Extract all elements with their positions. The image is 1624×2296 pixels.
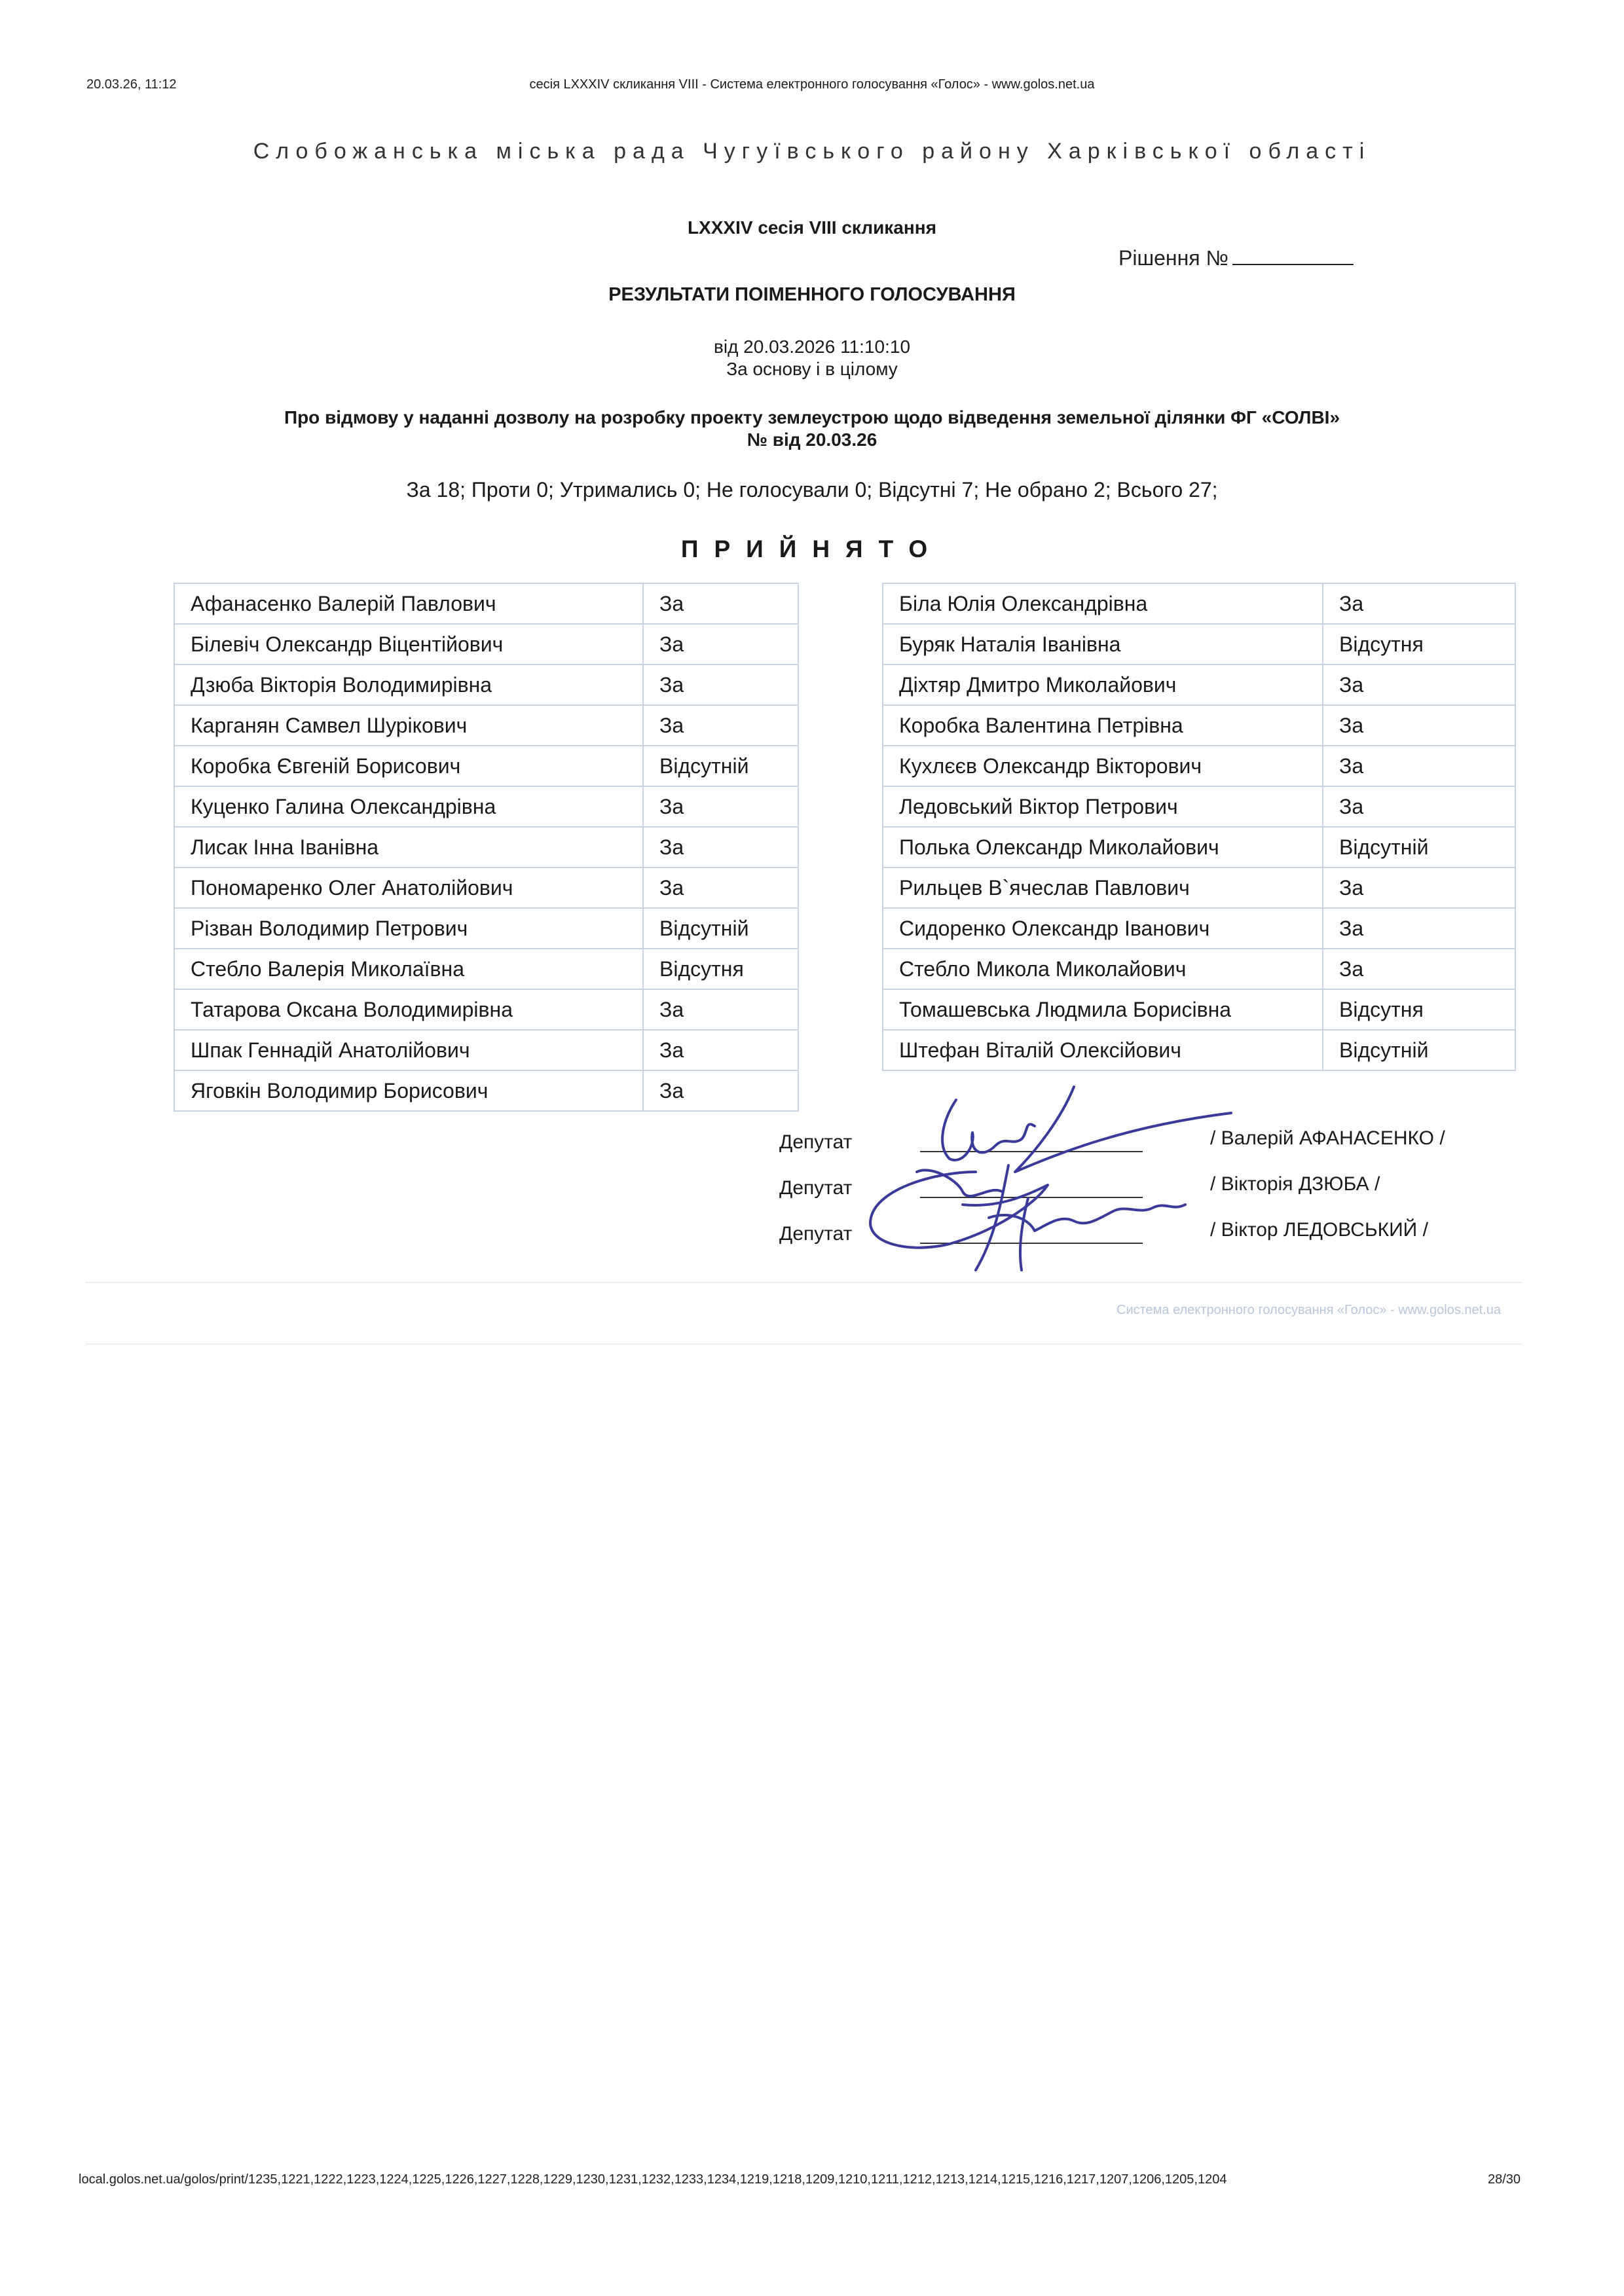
deputy-vote: За [643,827,798,867]
print-header-title: сесія LXXXIV скликання VIII - Система електронного голосування «Голос» - www.golos.net.ua [529,77,1095,92]
deputy-name: Лисак Інна Іванівна [174,827,643,867]
table-row [883,705,1515,746]
deputy-name: Коробка Євгеній Борисович [174,746,643,786]
print-footer-url: local.golos.net.ua/golos/print/1235,1221,1222,1223,1224,1225,1226,1227,1228,1229,1230,1231,1232,1233,1234,1219,1218,1209,1210,1211,1212,1213,1214,1215,1216,1217,1207,1206,1205,1204 [79,2172,1227,2187]
table-row [883,624,1515,665]
deputy-name: Томашевська Людмила Борисівна [883,989,1323,1030]
deputy-name: Білевіч Олександр Віцентійович [174,624,643,665]
vote-basis: За основу і в цілому [726,359,898,379]
deputy-vote: За [1323,583,1515,624]
session-title: LXXXIV сесія VIII скликання [687,217,937,238]
deputy-vote: За [1323,908,1515,949]
table-row [883,949,1515,989]
deputy-vote: Відсутня [1323,989,1515,1030]
results-title: РЕЗУЛЬТАТИ ПОІМЕННОГО ГОЛОСУВАННЯ [608,284,1016,305]
table-row [174,624,798,665]
decision-number [1118,246,1354,270]
deputy-name: Ледовський Віктор Петрович [883,786,1323,827]
table-row [174,867,798,908]
deputy-vote: За [643,624,798,665]
vote-summary: За 18; Проти 0; Утримались 0; Не голосували 0; Відсутні 7; Не обрано 2; Всього 27; [406,478,1218,501]
signature-stroke [942,1100,1035,1160]
deputy-name: Коробка Валентина Петрівна [883,705,1323,746]
deputy-name: Різван Володимир Петрович [174,908,643,949]
table-row [174,949,798,989]
deputy-name: Біла Юлія Олександрівна [883,583,1323,624]
deputy-vote: За [643,665,798,705]
decision-label: Рішення № [1118,246,1228,270]
table-row [883,908,1515,949]
deputy-name: Стебло Микола Миколайович [883,949,1323,989]
signature-name-3: / Віктор ЛЕДОВСЬКИЙ / [1210,1219,1428,1241]
deputy-vote: За [643,989,798,1030]
deputy-vote: За [1323,786,1515,827]
deputy-name: Штефан Віталій Олексійович [883,1030,1323,1070]
deputy-name: Стебло Валерія Миколаївна [174,949,643,989]
signature-stroke [1015,1087,1231,1172]
deputy-vote: Відсутній [643,908,798,949]
table-row [174,1030,798,1070]
signature-label-3: Депутат [779,1223,853,1245]
votes-table-left [174,583,799,1112]
deputy-vote: За [1323,746,1515,786]
deputy-name: Полька Олександр Миколайович [883,827,1323,867]
table-row [174,786,798,827]
table-row [883,827,1515,867]
deputy-vote: За [1323,665,1515,705]
table-row [883,867,1515,908]
deputy-name: Татарова Оксана Володимирівна [174,989,643,1030]
page-number: 28/30 [1488,2172,1521,2187]
deputy-name: Рильцев В`ячеслав Павлович [883,867,1323,908]
deputy-name: Шпак Геннадій Анатолійович [174,1030,643,1070]
faint-divider-top [85,1282,1522,1283]
deputy-name: Сидоренко Олександр Іванович [883,908,1323,949]
deputy-vote: Відсутній [1323,1030,1515,1070]
table-row [883,665,1515,705]
faint-system-footer: Система електронного голосування «Голос» - www.golos.net.ua [1116,1303,1502,1317]
deputy-name: Буряк Наталія Іванівна [883,624,1323,665]
table-row [883,786,1515,827]
deputy-vote: За [643,705,798,746]
votes-table-right [882,583,1516,1071]
council-name: Слобожанська міська рада Чугуївського району Харківської області [253,139,1371,164]
signature-label-1: Депутат [779,1131,853,1153]
vote-outcome: ПРИЙНЯТО [680,536,944,562]
faint-divider-bottom [85,1343,1522,1345]
deputy-name: Афанасенко Валерій Павлович [174,583,643,624]
deputy-vote: Відсутня [643,949,798,989]
table-row [883,989,1515,1030]
table-row [883,583,1515,624]
table-row [174,1070,798,1111]
signature-name-1: / Валерій АФАНАСЕНКО / [1210,1127,1445,1149]
deputy-vote: За [643,1070,798,1111]
decision-number-blank [1232,247,1354,265]
vote-datetime: від 20.03.2026 11:10:10 [713,337,911,357]
deputy-vote: За [643,867,798,908]
table-row [883,746,1515,786]
signature-name-2: / Вікторія ДЗЮБА / [1210,1173,1380,1195]
deputy-vote: За [643,1030,798,1070]
deputy-vote: За [643,583,798,624]
table-row [883,1030,1515,1070]
vote-subject: Про відмову у наданні дозволу на розробку проекту землеустрою щодо відведення земельної ділянки ФГ «СОЛВІ» [284,407,1340,428]
deputy-vote: За [1323,949,1515,989]
table-row [174,989,798,1030]
deputy-vote: За [643,786,798,827]
deputy-name: Кухлєєв Олександр Вікторович [883,746,1323,786]
deputy-name: Куценко Галина Олександрівна [174,786,643,827]
deputy-vote: За [1323,705,1515,746]
deputy-vote: Відсутній [1323,827,1515,867]
table-row [174,583,798,624]
print-datetime: 20.03.26, 11:12 [86,77,177,92]
table-row [174,827,798,867]
deputy-name: Яговкін Володимир Борисович [174,1070,643,1111]
handwritten-signatures [864,1074,1244,1283]
deputy-vote: Відсутній [643,746,798,786]
table-row [174,705,798,746]
deputy-name: Дзюба Вікторія Володимирівна [174,665,643,705]
table-row [174,746,798,786]
deputy-name: Пономаренко Олег Анатолійович [174,867,643,908]
deputy-name: Карганян Самвел Шурікович [174,705,643,746]
vote-subject-number: № від 20.03.26 [747,429,877,450]
table-row [174,908,798,949]
table-row [174,665,798,705]
signature-label-2: Депутат [779,1177,853,1199]
deputy-vote: За [1323,867,1515,908]
deputy-vote: Відсутня [1323,624,1515,665]
signature-stroke [917,1170,1002,1196]
deputy-name: Діхтяр Дмитро Миколайович [883,665,1323,705]
